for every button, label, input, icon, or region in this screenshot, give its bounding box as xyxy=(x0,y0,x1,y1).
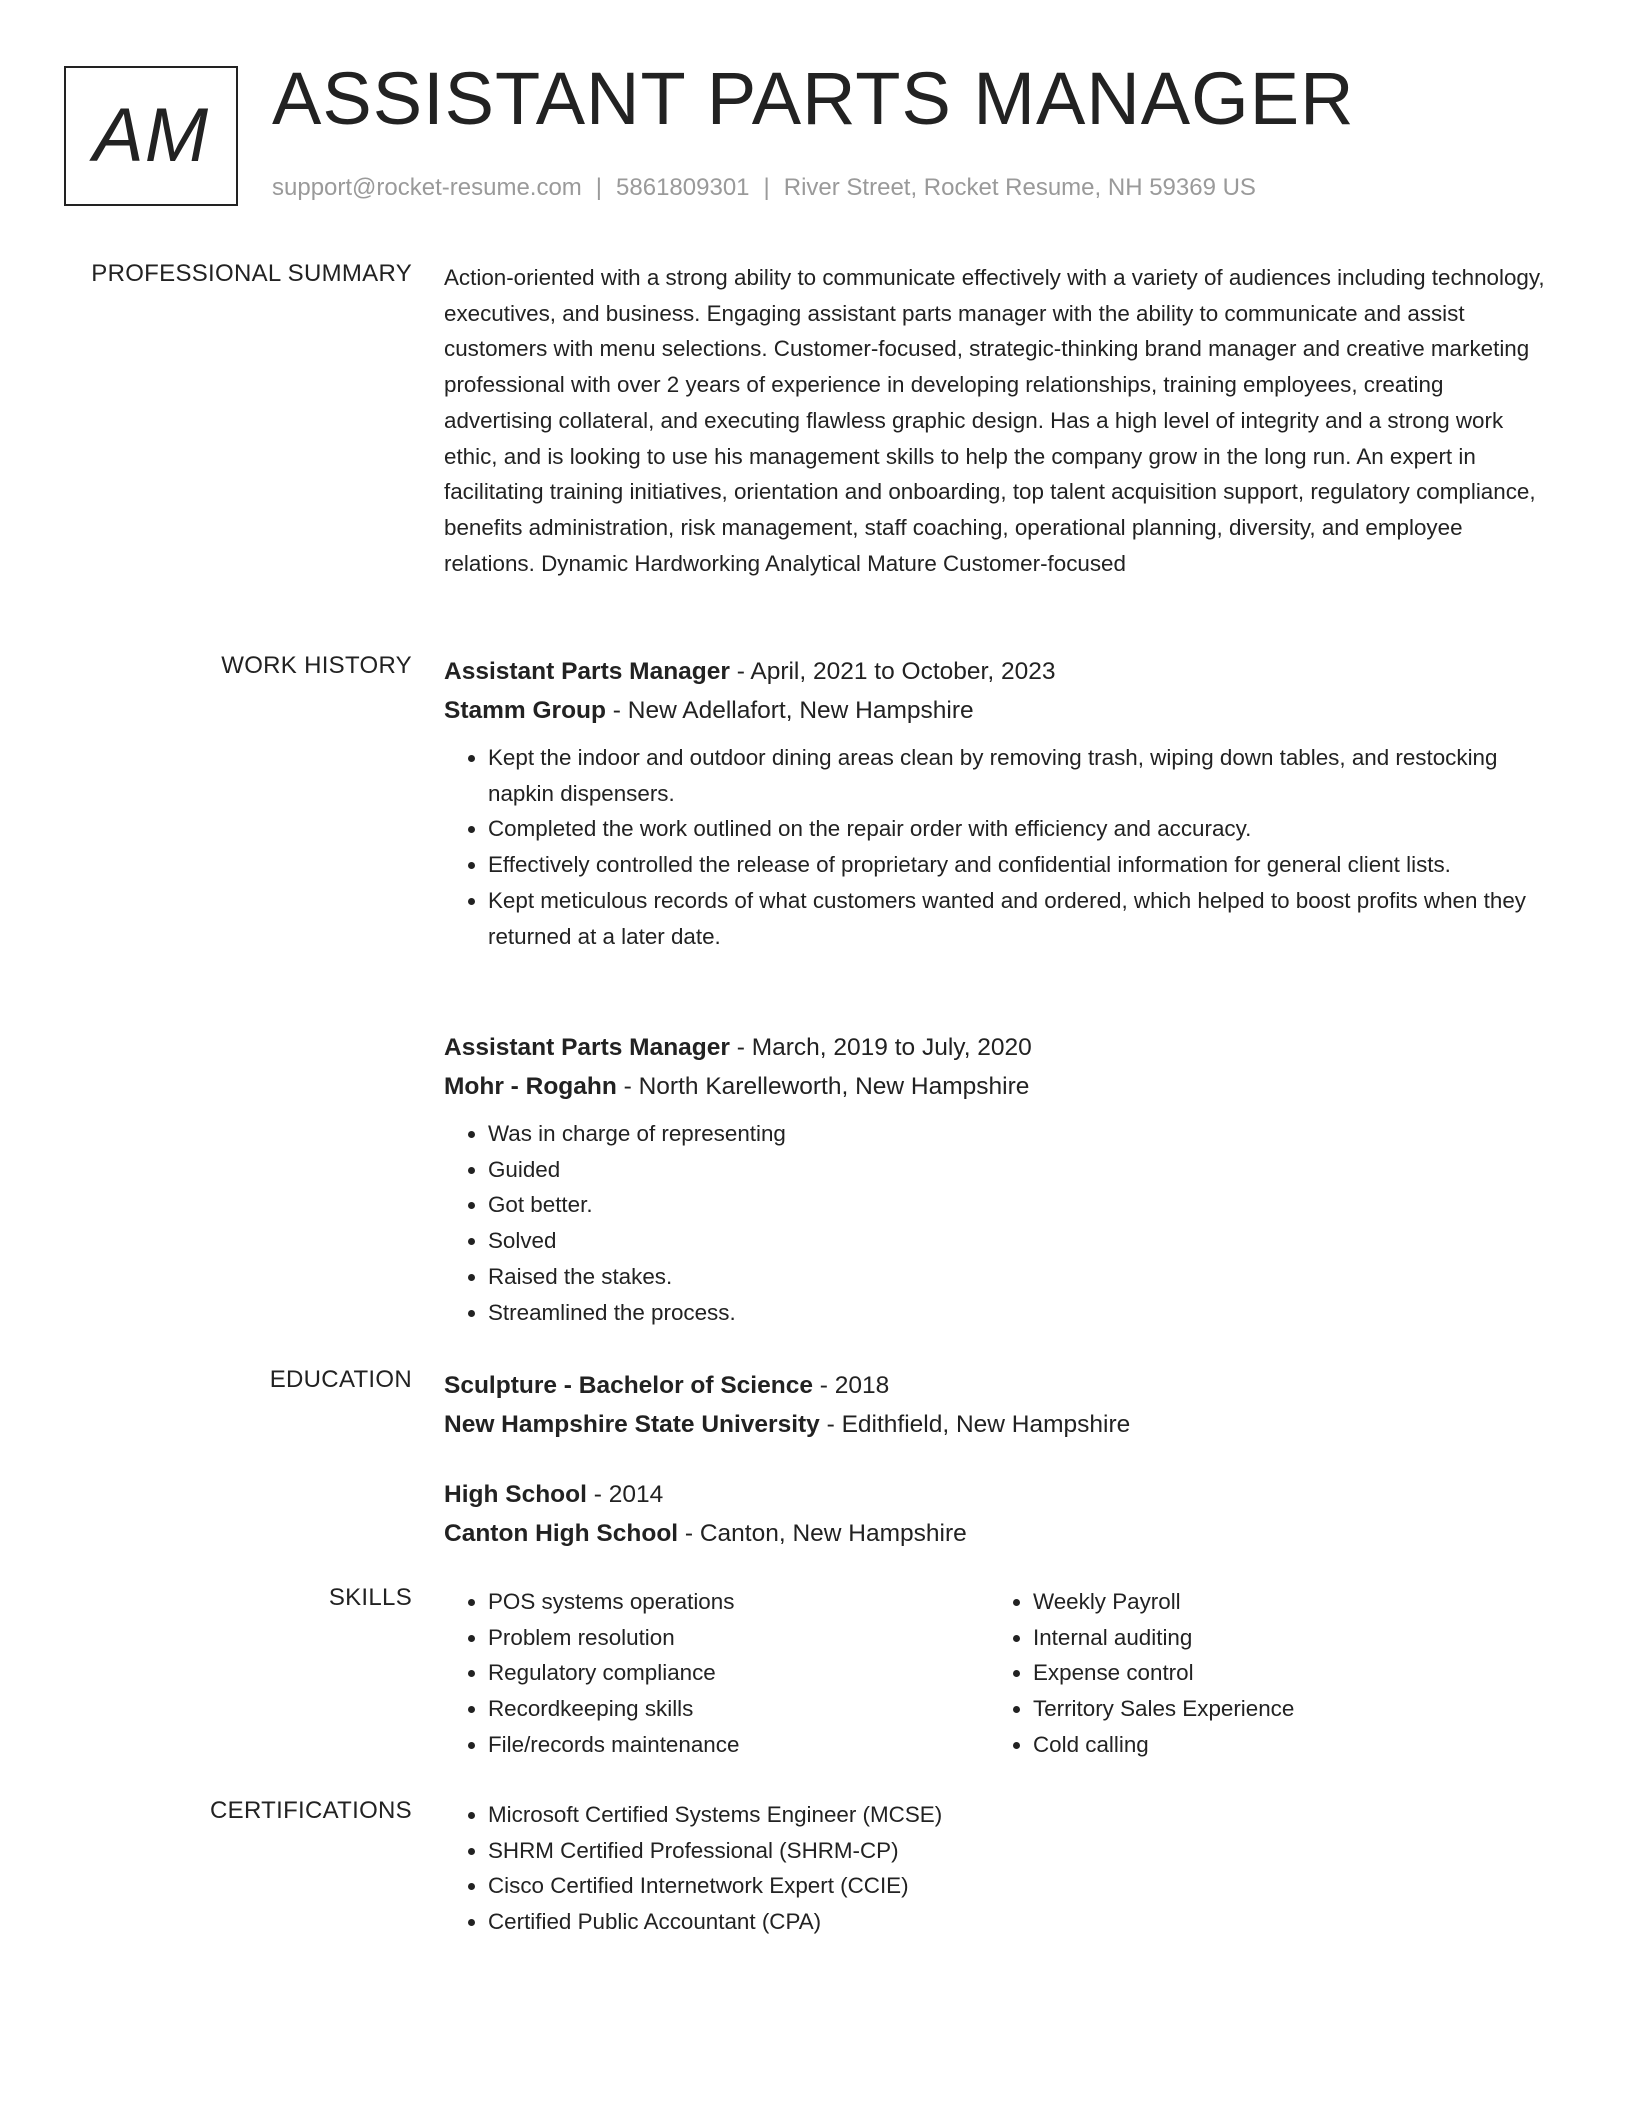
section-label-certifications: CERTIFICATIONS xyxy=(210,1797,412,1824)
skills-grid xyxy=(444,1584,1552,1763)
job-bullet: • Kept the indoor and outdoor dining areas clean by removing trash, wiping down tables, and restocking napkin dispensers. xyxy=(488,740,1552,811)
job-entry xyxy=(444,652,1552,954)
skills-column-left xyxy=(444,1584,989,1763)
skills-body xyxy=(444,1584,1552,1763)
job-company: Stamm Group xyxy=(444,697,606,724)
education-location: - Edithfield, New Hampshire xyxy=(819,1411,1131,1438)
skills-list-right xyxy=(989,1584,1534,1763)
job-company: Mohr - Rogahn xyxy=(444,1073,617,1100)
skill-item: • POS systems operations xyxy=(488,1584,989,1620)
education-entry xyxy=(444,1366,1552,1444)
education-school-line xyxy=(444,1405,1552,1444)
skill-item: • File/records maintenance xyxy=(488,1727,989,1763)
job-title-line xyxy=(444,1028,1552,1067)
summary-body xyxy=(444,260,1552,581)
skill-item: • Weekly Payroll xyxy=(1033,1584,1534,1620)
job-dates: - April, 2021 to October, 2023 xyxy=(729,658,1056,685)
certifications-body xyxy=(444,1797,1552,1940)
job-dates: - March, 2019 to July, 2020 xyxy=(729,1034,1032,1061)
job-bullet: • Got better. xyxy=(488,1187,1552,1223)
skill-item: • Problem resolution xyxy=(488,1620,989,1656)
job-bullet: • Guided xyxy=(488,1152,1552,1188)
job-bullets xyxy=(444,740,1552,954)
job-title: Assistant Parts Manager xyxy=(444,658,730,685)
certification-item: • Cisco Certified Internetwork Expert (CCIE) xyxy=(488,1868,1552,1904)
section-label-summary: PROFESSIONAL SUMMARY xyxy=(91,260,412,287)
contact-line xyxy=(272,174,1256,202)
education-degree-line xyxy=(444,1475,1552,1514)
education-school: New Hampshire State University xyxy=(444,1411,820,1438)
education-year: - 2018 xyxy=(812,1372,890,1399)
job-bullet: • Solved xyxy=(488,1223,1552,1259)
skill-item: • Internal auditing xyxy=(1033,1620,1534,1656)
education-year: - 2014 xyxy=(586,1481,664,1508)
work-body-2 xyxy=(444,1028,1552,1330)
section-label-education: EDUCATION xyxy=(269,1366,412,1393)
education-degree-line xyxy=(444,1366,1552,1405)
job-bullet: • Completed the work outlined on the repair order with efficiency and accuracy. xyxy=(488,811,1552,847)
education-body-2 xyxy=(444,1475,1552,1553)
work-body xyxy=(444,652,1552,954)
certification-item: • Microsoft Certified Systems Engineer (MCSE) xyxy=(488,1797,1552,1833)
job-bullet: • Was in charge of representing xyxy=(488,1116,1552,1152)
education-school-line xyxy=(444,1514,1552,1553)
job-location: - North Karelleworth, New Hampshire xyxy=(616,1073,1030,1100)
certification-item: • SHRM Certified Professional (SHRM-CP) xyxy=(488,1833,1552,1869)
education-location: - Canton, New Hampshire xyxy=(678,1520,967,1547)
education-entry xyxy=(444,1475,1552,1553)
job-title: Assistant Parts Manager xyxy=(444,1034,730,1061)
contact-separator: | xyxy=(595,174,603,201)
education-degree: Sculpture - Bachelor of Science xyxy=(444,1372,813,1399)
job-entry xyxy=(444,1028,1552,1330)
job-company-line xyxy=(444,1067,1552,1106)
skill-item: • Regulatory compliance xyxy=(488,1655,989,1691)
job-bullets xyxy=(444,1116,1552,1330)
monogram-initials: AM xyxy=(93,93,209,178)
contact-separator: | xyxy=(763,174,770,201)
job-bullet: • Streamlined the process. xyxy=(488,1295,1552,1331)
skill-item: • Expense control xyxy=(1033,1655,1534,1691)
skills-column-right xyxy=(989,1584,1534,1763)
job-company-line xyxy=(444,691,1552,730)
resume-title: ASSISTANT PARTS MANAGER xyxy=(272,57,1355,140)
contact-email: support@rocket-resume.com xyxy=(272,174,582,201)
summary-text: Action-oriented with a strong ability to communicate effectively with a variety of audiences including technology, executives, and business. Engaging assistant parts manager with the ability to communicate and assist customers with menu selections. Customer-focused, strategic-thinking brand manager and creative marketing professional with over 2 years of experience in developing relationships, training employees, creating advertising collateral, and executing flawless graphic design. Has a high level of integrity and a strong work ethic, and is looking to use his management skills to help the company grow in the long run. An expert in facilitating training initiatives, orientation and onboarding, top talent acquisition support, regulatory compliance, benefits administration, risk management, staff coaching, operational planning, diversity, and employee relations. Dynamic Hardworking Analytical Mature Customer-focused xyxy=(444,265,1545,576)
section-label-work: WORK HISTORY xyxy=(221,652,412,679)
skill-item: • Territory Sales Experience xyxy=(1033,1691,1534,1727)
skill-item: • Cold calling xyxy=(1033,1727,1534,1763)
job-bullet: • Effectively controlled the release of proprietary and confidential information for general client lists. xyxy=(488,847,1552,883)
skills-list-left xyxy=(444,1584,989,1763)
education-school: Canton High School xyxy=(444,1520,679,1547)
certifications-list xyxy=(444,1797,1552,1940)
monogram-box xyxy=(64,66,238,206)
skill-item: • Recordkeeping skills xyxy=(488,1691,989,1727)
contact-address: River Street, Rocket Resume, NH 59369 US xyxy=(783,174,1256,201)
education-body xyxy=(444,1366,1552,1444)
education-degree: High School xyxy=(444,1481,587,1508)
job-bullet: • Raised the stakes. xyxy=(488,1259,1552,1295)
job-location: - New Adellafort, New Hampshire xyxy=(606,697,974,724)
job-bullet: • Kept meticulous records of what customers wanted and ordered, which helped to boost profits when they returned at a later date. xyxy=(488,883,1552,954)
section-label-skills: SKILLS xyxy=(328,1584,412,1611)
job-title-line xyxy=(444,652,1552,691)
contact-phone: 5861809301 xyxy=(616,174,750,201)
certification-item: • Certified Public Accountant (CPA) xyxy=(488,1904,1552,1940)
